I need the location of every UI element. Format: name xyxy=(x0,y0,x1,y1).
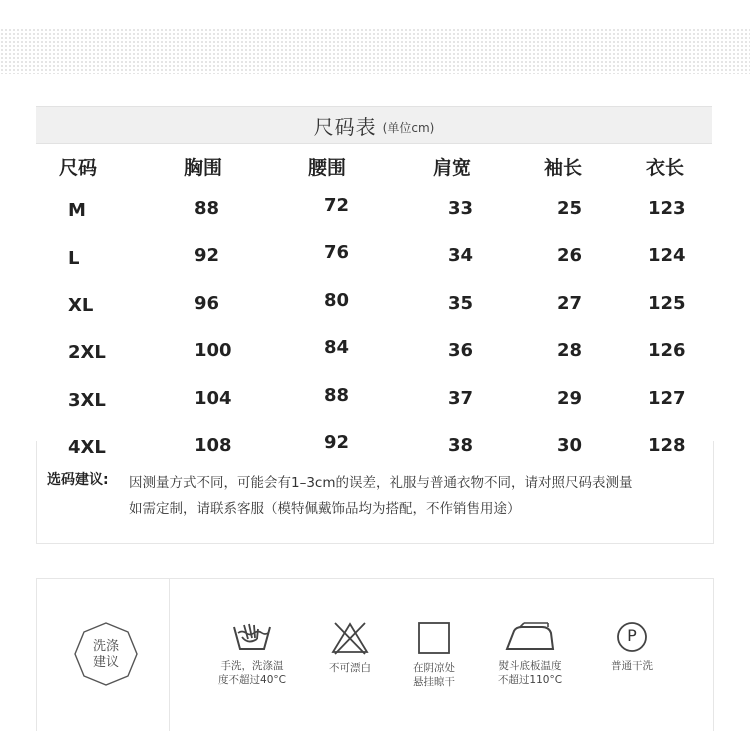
size-chart-unit: (单位cm) xyxy=(382,120,435,135)
table-cell: 124 xyxy=(648,245,686,266)
hand-wash-icon xyxy=(230,621,274,653)
size-advice-line: 如需定制，请联系客服（模特佩戴饰品均为搭配，不作销售用途） xyxy=(129,501,521,517)
table-cell: 88 xyxy=(194,198,220,219)
care-label: 熨斗底板温度 不超过110°C xyxy=(497,660,563,686)
table-cell: 3XL xyxy=(68,390,106,411)
size-chart-title: 尺码表 xyxy=(313,114,377,139)
column-header: 尺码 xyxy=(59,157,98,179)
table-cell: 26 xyxy=(557,245,583,266)
table-cell: 126 xyxy=(648,340,686,361)
iron-icon xyxy=(504,621,556,653)
table-cell: 28 xyxy=(557,340,583,361)
care-item-hand-wash xyxy=(207,621,297,687)
table-cell: 127 xyxy=(648,388,686,409)
table-cell: 88 xyxy=(324,385,350,406)
size-advice-line: 因测量方式不同，可能会有1–3cm的误差，礼服与普通衣物不同，请对照尺码表测量 xyxy=(129,475,633,491)
table-cell: 2XL xyxy=(68,342,106,363)
shade-dry-icon xyxy=(417,621,451,655)
table-cell: 123 xyxy=(648,198,686,219)
column-header: 腰围 xyxy=(308,157,347,179)
table-cell: 4XL xyxy=(68,437,106,458)
table-cell: M xyxy=(68,200,86,221)
table-cell: 84 xyxy=(324,337,350,358)
table-cell: 92 xyxy=(324,432,350,453)
dotted-banner xyxy=(0,28,750,74)
table-cell: XL xyxy=(68,295,94,316)
table-cell: 96 xyxy=(194,293,220,314)
table-cell: 37 xyxy=(448,388,474,409)
size-chart-header xyxy=(36,106,712,144)
size-advice-label: 选码建议: xyxy=(47,472,109,488)
column-header: 衣长 xyxy=(646,157,685,179)
table-cell: 25 xyxy=(557,198,583,219)
care-label: 在阴凉处 悬挂晾干 xyxy=(413,662,455,688)
table-cell: 72 xyxy=(324,195,350,216)
table-cell: 34 xyxy=(448,245,474,266)
table-cell: 76 xyxy=(324,242,350,263)
care-badge-text: 洗涤 建议 xyxy=(92,639,119,670)
table-cell: 35 xyxy=(448,293,474,314)
table-cell: 33 xyxy=(448,198,474,219)
care-item-dry-clean xyxy=(587,621,677,673)
care-label: 手洗，洗涤温 度不超过40°C xyxy=(218,660,286,686)
dry-clean-symbol: P xyxy=(627,626,637,645)
table-cell: 30 xyxy=(557,435,583,456)
table-cell: 27 xyxy=(557,293,583,314)
care-item-no-bleach xyxy=(305,621,395,675)
table-cell: 128 xyxy=(648,435,686,456)
column-header: 胸围 xyxy=(184,157,223,179)
care-badge xyxy=(73,621,139,687)
size-advice-box xyxy=(36,441,714,544)
care-label: 普通干洗 xyxy=(611,660,653,672)
column-header: 肩宽 xyxy=(433,157,472,179)
table-cell: 38 xyxy=(448,435,474,456)
table-cell: 125 xyxy=(648,293,686,314)
no-bleach-icon xyxy=(330,621,370,655)
care-item-shade-dry xyxy=(389,621,479,689)
professional-dry-clean-icon xyxy=(616,621,648,653)
table-cell: 100 xyxy=(194,340,232,361)
table-cell: 29 xyxy=(557,388,583,409)
table-cell: 80 xyxy=(324,290,350,311)
table-cell: L xyxy=(68,248,80,269)
column-header: 袖长 xyxy=(544,157,583,179)
table-cell: 36 xyxy=(448,340,474,361)
care-instructions xyxy=(36,578,714,731)
divider xyxy=(169,579,170,731)
care-item-iron xyxy=(485,621,575,687)
table-cell: 104 xyxy=(194,388,232,409)
table-cell: 108 xyxy=(194,435,232,456)
table-cell: 92 xyxy=(194,245,220,266)
care-label: 不可漂白 xyxy=(329,662,371,674)
